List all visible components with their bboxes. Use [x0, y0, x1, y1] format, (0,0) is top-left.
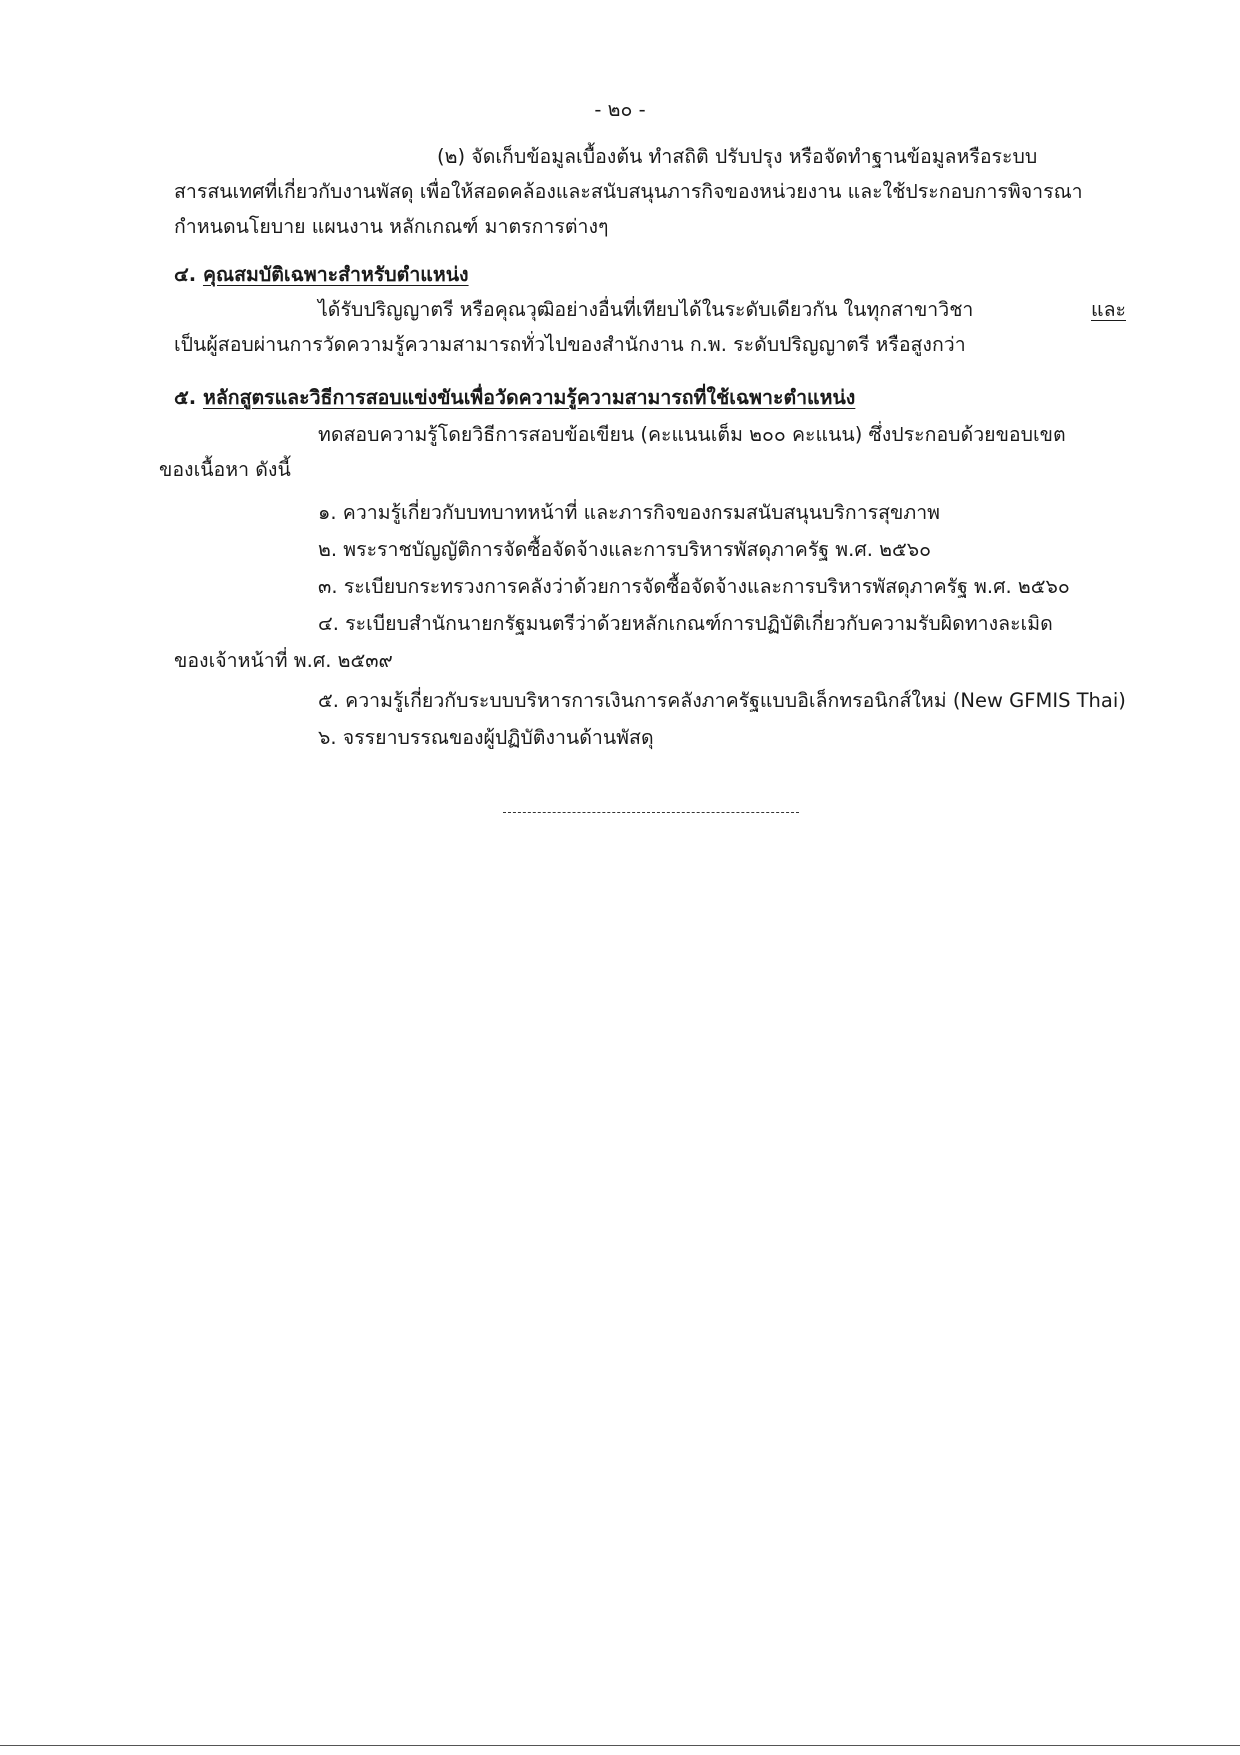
section5-item-1: ๑. ความรู้เกี่ยวกับบทบาทหน้าที่ และภารกิจของกรมสนับสนุนบริการสุขภาพ — [318, 501, 941, 524]
section4-line2: เป็นผู้สอบผ่านการวัดความรู้ความสามารถทั่วไปของสำนักงาน ก.พ. ระดับปริญญาตรี หรือสูงกว่า — [174, 333, 966, 356]
end-divider — [503, 812, 799, 813]
section5-item-4-continuation: ของเจ้าหน้าที่ พ.ศ. ๒๕๓๙ — [174, 649, 393, 672]
section5-item-5: ๕. ความรู้เกี่ยวกับระบบบริหารการเงินการคลังภาครัฐแบบอิเล็กทรอนิกส์ใหม่ (New GFMIS Thai) — [318, 689, 1126, 712]
section4-line1 — [318, 295, 1126, 325]
section4-and-underlined: และ — [1091, 298, 1126, 321]
page-number: - ๒๐ - — [594, 98, 646, 121]
section5-item-6: ๖. จรรยาบรรณของผู้ปฏิบัติงานด้านพัสดุ — [318, 726, 654, 749]
section4-title: คุณสมบัติเฉพาะสำหรับตำแหน่ง — [202, 263, 469, 286]
section5-item-4: ๔. ระเบียบสำนักนายกรัฐมนตรีว่าด้วยหลักเกณฑ์การปฏิบัติเกี่ยวกับความรับผิดทางละเมิด — [318, 612, 1053, 635]
item2-line1: (๒) จัดเก็บข้อมูลเบื้องต้น ทำสถิติ ปรับปรุง หรือจัดทำฐานข้อมูลหรือระบบ — [437, 145, 1038, 168]
section4-heading — [174, 260, 469, 290]
item2-line2: สารสนเทศที่เกี่ยวกับงานพัสดุ เพื่อให้สอดคล้องและสนับสนุนภารกิจของหน่วยงาน และใช้ประกอบการพิจารณา — [174, 180, 1083, 203]
section4-number: ๔. — [174, 263, 197, 286]
section5-intro-line1: ทดสอบความรู้โดยวิธีการสอบข้อเขียน (คะแนนเต็ม ๒๐๐ คะแนน) ซึ่งประกอบด้วยขอบเขต — [318, 423, 1066, 446]
section5-intro-line2: ของเนื้อหา ดังนี้ — [159, 458, 291, 481]
section5-item-3: ๓. ระเบียบกระทรวงการคลังว่าด้วยการจัดซื้อจัดจ้างและการบริหารพัสดุภาครัฐ พ.ศ. ๒๕๖๐ — [318, 575, 1070, 598]
section5-heading — [174, 383, 855, 413]
item2-line3: กำหนดนโยบาย แผนงาน หลักเกณฑ์ มาตรการต่างๆ — [174, 215, 609, 238]
section5-number: ๕. — [174, 386, 197, 409]
section5-title: หลักสูตรและวิธีการสอบแข่งขันเพื่อวัดความรู้ความสามารถที่ใช้เฉพาะตำแหน่ง — [202, 386, 856, 409]
page-bottom-edge — [0, 1745, 1240, 1746]
section5-item-2: ๒. พระราชบัญญัติการจัดซื้อจัดจ้างและการบริหารพัสดุภาครัฐ พ.ศ. ๒๕๖๐ — [318, 538, 932, 561]
section4-line1-text: ได้รับปริญญาตรี หรือคุณวุฒิอย่างอื่นที่เทียบได้ในระดับเดียวกัน ในทุกสาขาวิชา — [318, 298, 974, 321]
